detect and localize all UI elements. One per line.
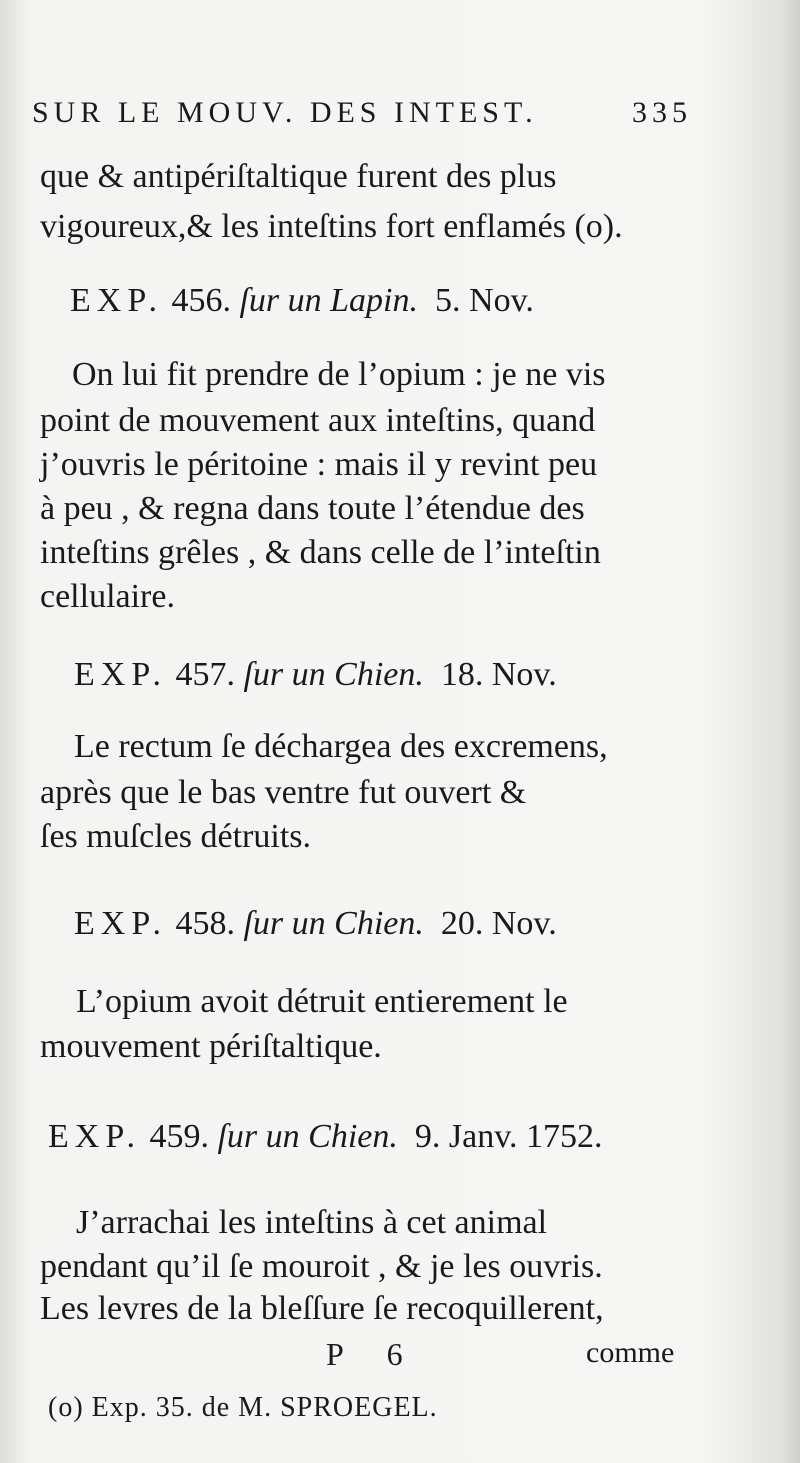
exp-label: EXP. — [48, 1118, 141, 1155]
text-line: pendant qu’il ſe mouroit , & je les ouvris. — [40, 1248, 603, 1285]
running-title: SUR LE MOUV. DES INTEST. — [32, 96, 538, 129]
experiment-heading-458 — [74, 905, 557, 943]
text-line: à peu , & regna dans toute l’étendue des — [40, 490, 585, 527]
exp-date: 20. Nov. — [440, 905, 557, 942]
exp-number: 459. — [149, 1118, 209, 1155]
catchword: comme — [586, 1336, 675, 1369]
text-line: point de mouvement aux inteſtins, quand — [40, 402, 596, 439]
text-line: après que le bas ventre fut ouvert & — [40, 774, 527, 811]
running-header — [32, 96, 692, 130]
text-line: ſes muſcles détruits. — [40, 818, 312, 855]
text-line: L’opium avoit détruit entierement le — [76, 983, 568, 1020]
exp-number: 458. — [175, 905, 235, 942]
experiment-heading-456 — [70, 282, 534, 320]
text-line: j’ouvris le péritoine : mais il y revint peu — [40, 446, 598, 483]
exp-number: 456. — [171, 282, 231, 319]
experiment-heading-459 — [48, 1118, 603, 1156]
text-line: cellulaire. — [40, 578, 175, 615]
text-line: inteſtins grêles , & dans celle de l’inteſtin — [40, 534, 601, 571]
text-line: J’arrachai les inteſtins à cet animal — [76, 1204, 548, 1241]
exp-subject: ſur un Lapin. — [239, 282, 419, 319]
exp-label: EXP. — [70, 282, 163, 319]
exp-number: 457. — [175, 656, 235, 693]
experiment-heading-457 — [74, 656, 557, 694]
exp-date: 5. Nov. — [435, 282, 534, 319]
text-line: vigoureux,& les inteſtins fort enflamés (o). — [40, 208, 623, 245]
text-line: Le rectum ſe déchargea des excremens, — [74, 728, 608, 765]
page-number: 335 — [632, 96, 692, 129]
exp-subject: ſur un Chien. — [243, 905, 424, 942]
footnote: (o) Exp. 35. de M. SPROEGEL. — [48, 1392, 438, 1423]
text-line: mouvement périſtaltique. — [40, 1028, 382, 1065]
exp-date: 18. Nov. — [440, 656, 557, 693]
exp-subject: ſur un Chien. — [243, 656, 424, 693]
exp-subject: ſur un Chien. — [217, 1118, 398, 1155]
exp-label: EXP. — [74, 905, 167, 942]
text-line: Les levres de la bleſſure ſe recoquillerent, — [40, 1290, 604, 1327]
exp-label: EXP. — [74, 656, 167, 693]
text-line: que & antipériſtaltique furent des plus — [40, 158, 557, 195]
exp-date: 9. Janv. 1752. — [414, 1118, 603, 1155]
text-line: On lui fit prendre de l’opium : je ne vis — [72, 356, 606, 393]
signature-mark: P 6 — [326, 1336, 421, 1372]
